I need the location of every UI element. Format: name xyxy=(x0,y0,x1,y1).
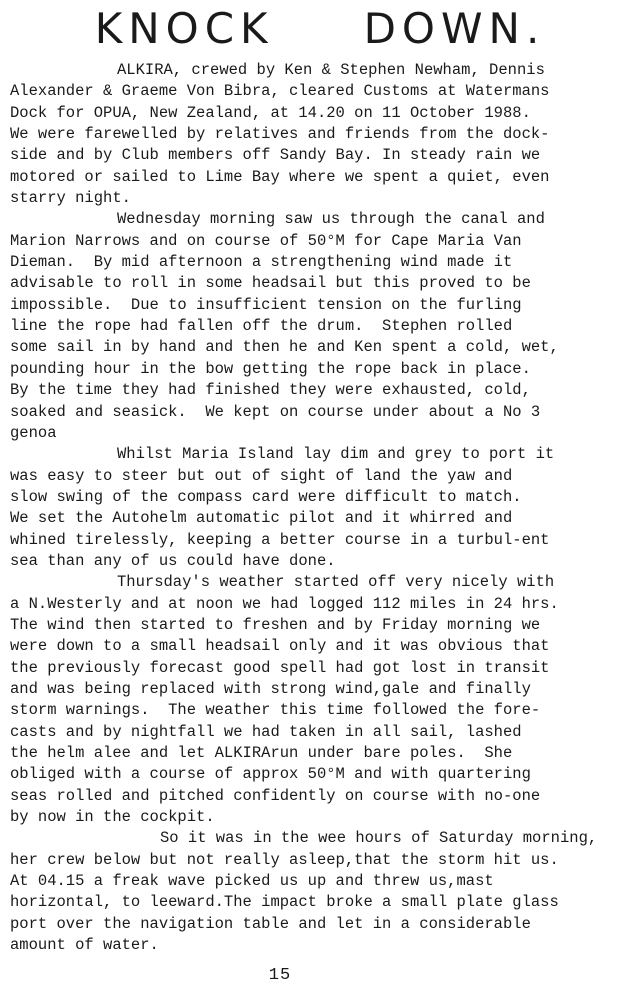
text-line: ALKIRA, crewed by Ken & Stephen Newham, Dennis xyxy=(117,61,545,79)
text-line: the previously forecast good spell had got lost in transit xyxy=(10,658,550,677)
text-line: horizontal, to leeward.The impact broke a small plate glass xyxy=(10,893,559,912)
text-line: a N.Westerly and at noon we had logged 112 miles in 24 hrs. xyxy=(10,594,559,613)
text-line: obliged with a course of approx 50°M and with quartering xyxy=(10,765,531,784)
text-line: motored or sailed to Lime Bay where we spent a quiet, even xyxy=(10,167,550,186)
text-line: side and by Club members off Sandy Bay. In steady rain we xyxy=(10,146,541,165)
text-line: line the rope had fallen off the drum. Stephen rolled xyxy=(10,317,513,336)
text-line: some sail in by hand and then he and Ken spent a cold, wet, xyxy=(10,338,559,357)
text-line: advisable to roll in some headsail but this proved to be xyxy=(10,274,531,293)
text-line: We set the Autohelm automatic pilot and it whirred and xyxy=(10,509,513,528)
text-line: by now in the cockpit. xyxy=(10,808,215,827)
text-line: Thursday's weather started off very nicely with xyxy=(117,573,555,592)
text-line: port over the navigation table and let in a considerable xyxy=(10,914,531,933)
text-line: At 04.15 a freak wave picked us up and threw us,mast xyxy=(10,872,494,891)
text-line: Whilst Maria Island lay dim and grey to port it xyxy=(117,445,555,464)
text-line: Alexander & Graeme Von Bibra, cleared Customs at Watermans xyxy=(10,82,550,101)
text-line: impossible. Due to insufficient tension on the furling xyxy=(10,295,522,314)
text-line: The wind then started to freshen and by Friday morning we xyxy=(10,615,541,634)
text-line: casts and by nightfall we had taken in all sail, lashed xyxy=(10,722,522,741)
text-line: By the time they had finished they were exhausted, cold, xyxy=(10,381,531,400)
text-line: soaked and seasick. We kept on course under about a No 3 xyxy=(10,402,541,421)
text-line: seas rolled and pitched confidently on course with no-one xyxy=(10,786,541,805)
title-word-1: KNOCK xyxy=(94,4,274,53)
article-body xyxy=(10,60,630,956)
text-line: Dieman. By mid afternoon a strengthening wind made it xyxy=(10,253,513,272)
text-line: the helm alee and let ALKIRArun under bare poles. She xyxy=(10,744,513,762)
text-line: We were farewelled by relatives and friends from the dock- xyxy=(10,125,550,144)
page-title xyxy=(0,4,640,54)
page-number: 15 xyxy=(268,966,292,985)
text-line: storm warnings. The weather this time followed the fore- xyxy=(10,701,541,720)
text-line: Wednesday morning saw us through the canal and xyxy=(117,210,545,229)
text-line: amount of water. xyxy=(10,936,159,955)
text-line: So it was in the wee hours of Saturday morning, xyxy=(160,829,598,848)
text-line: Dock for OPUA, New Zealand, at 14.20 on 11 October 1988. xyxy=(10,103,531,122)
text-line: her crew below but not really asleep,that the storm hit us. xyxy=(10,850,559,869)
text-line: genoa xyxy=(10,423,57,442)
text-line: and was being replaced with strong wind,gale and finally xyxy=(10,679,531,698)
text-line: sea than any of us could have done. xyxy=(10,551,336,570)
text-line: were down to a small headsail only and it was obvious that xyxy=(10,637,550,656)
text-line: was easy to steer but out of sight of land the yaw and xyxy=(10,466,513,485)
text-line: whined tirelessly, keeping a better course in a turbul-ent xyxy=(10,530,550,549)
text-line: pounding hour in the bow getting the rope back in place. xyxy=(10,359,531,378)
text-line: slow swing of the compass card were difficult to match. xyxy=(10,487,522,506)
text-line: starry night. xyxy=(10,189,131,208)
title-word-2: DOWN. xyxy=(363,4,546,53)
text-line: Marion Narrows and on course of 50°M for Cape Maria Van xyxy=(10,231,522,250)
